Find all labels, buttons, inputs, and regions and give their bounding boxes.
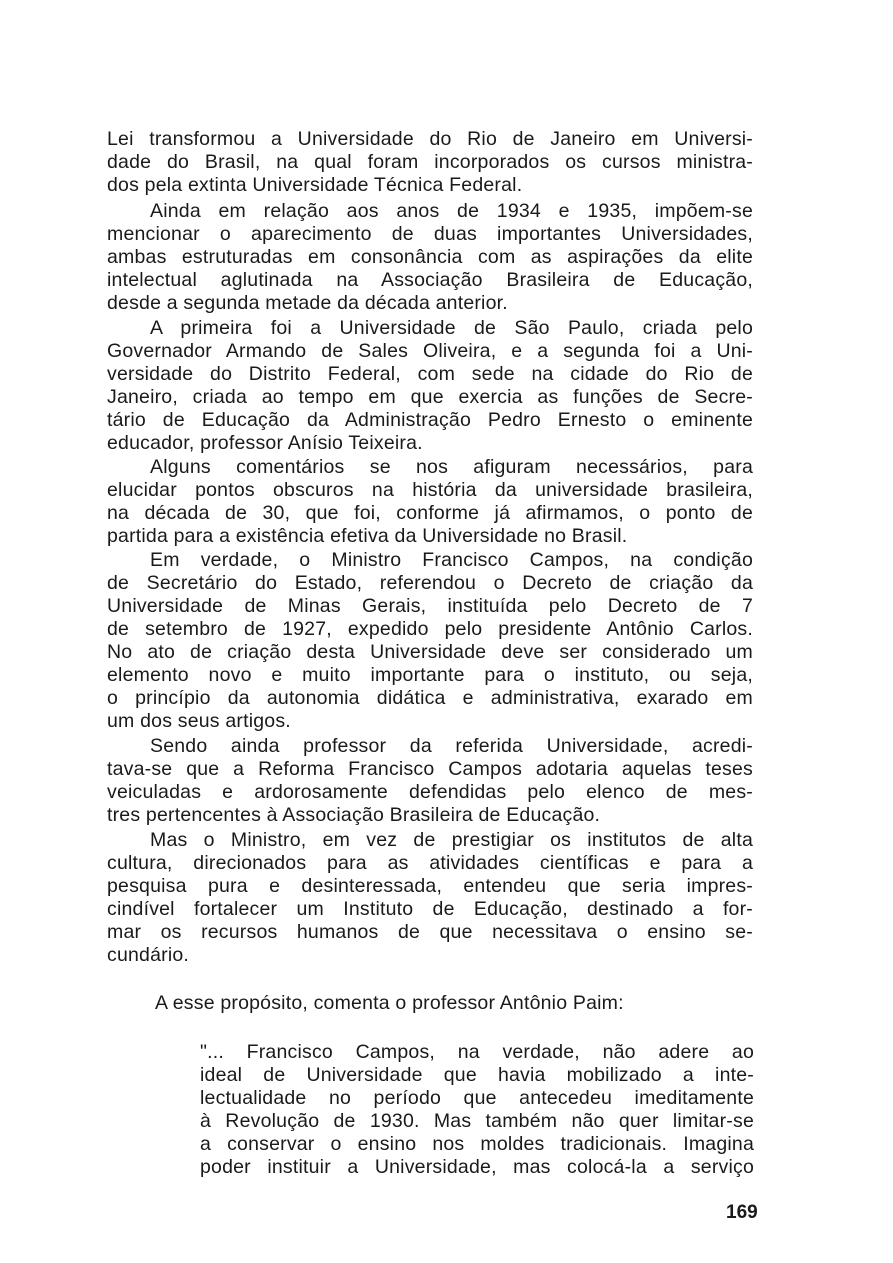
text-line: um dos seus artigos.	[107, 710, 291, 732]
text-line: Mas o Ministro, em vez de prestigiar os institutos de alta	[150, 829, 753, 851]
text-line: dade do Brasil, na qual foram incorporados os cursos ministra-	[107, 151, 753, 173]
text-line: Lei transformou a Universidade do Rio de Janeiro em Universi-	[107, 128, 753, 150]
text-line: mar os recursos humanos de que necessitava o ensino se-	[107, 921, 753, 943]
text-line: ideal de Universidade que havia mobilizado a inte-	[200, 1064, 754, 1086]
text-line: elemento novo e muito importante para o instituto, ou seja,	[107, 664, 753, 686]
text-line: No ato de criação desta Universidade deve ser considerado um	[107, 641, 753, 663]
text-line: "... Francisco Campos, na verdade, não adere ao	[200, 1041, 754, 1063]
text-line: na década de 30, que foi, conforme já afirmamos, o ponto de	[107, 502, 753, 524]
text-line: cultura, direcionados para as atividades científicas e para a	[107, 852, 753, 874]
text-line: Universidade de Minas Gerais, instituída pelo Decreto de 7	[107, 595, 753, 617]
text-line: tava-se que a Reforma Francisco Campos adotaria aquelas teses	[107, 758, 753, 780]
text-line: cindível fortalecer um Instituto de Educação, destinado a for-	[107, 898, 753, 920]
text-line: lectualidade no período que antecedeu imeditamente	[200, 1087, 754, 1109]
text-line: dos pela extinta Universidade Técnica Federal.	[107, 174, 523, 196]
text-line: A esse propósito, comenta o professor Antônio Paim:	[155, 992, 624, 1014]
text-line: intelectual aglutinada na Associação Brasileira de Educação,	[107, 269, 753, 291]
text-line: o princípio da autonomia didática e administrativa, exarado em	[107, 687, 753, 709]
text-line: Janeiro, criada ao tempo em que exercia as funções de Secre-	[107, 386, 753, 408]
text-line: mencionar o aparecimento de duas importantes Universidades,	[107, 223, 753, 245]
text-line: de Secretário do Estado, referendou o Decreto de criação da	[107, 572, 753, 594]
text-line: tário de Educação da Administração Pedro Ernesto o eminente	[107, 409, 753, 431]
text-line: ambas estruturadas em consonância com as aspirações da elite	[107, 246, 753, 268]
text-line: a conservar o ensino nos moldes tradicionais. Imagina	[200, 1133, 754, 1155]
text-line: Sendo ainda professor da referida Universidade, acredi-	[150, 735, 753, 757]
text-line: tres pertencentes à Associação Brasileira de Educação.	[107, 804, 601, 826]
text-line: Em verdade, o Ministro Francisco Campos, na condição	[150, 549, 753, 571]
text-line: pesquisa pura e desinteressada, entendeu que seria impres-	[107, 875, 753, 897]
text-line: desde a segunda metade da década anterior.	[107, 292, 508, 314]
text-line: poder instituir a Universidade, mas colocá-la a serviço	[200, 1156, 754, 1178]
text-line: partida para a existência efetiva da Universidade no Brasil.	[107, 525, 628, 547]
text-line: de setembro de 1927, expedido pelo presidente Antônio Carlos.	[107, 618, 753, 640]
text-line: versidade do Distrito Federal, com sede na cidade do Rio de	[107, 363, 753, 385]
text-line: elucidar pontos obscuros na história da universidade brasileira,	[107, 479, 753, 501]
text-line: Ainda em relação aos anos de 1934 e 1935, impõem-se	[150, 200, 753, 222]
text-line: veiculadas e ardorosamente defendidas pelo elenco de mes-	[107, 781, 753, 803]
page-number: 169	[726, 1202, 758, 1223]
text-line: Governador Armando de Sales Oliveira, e a segunda foi a Uni-	[107, 340, 753, 362]
text-line: Alguns comentários se nos afiguram necessários, para	[150, 456, 753, 478]
text-line: A primeira foi a Universidade de São Paulo, criada pelo	[150, 317, 753, 339]
text-line: à Revolução de 1930. Mas também não quer limitar-se	[200, 1110, 754, 1132]
text-line: educador, professor Anísio Teixeira.	[107, 432, 423, 454]
text-line: cundário.	[107, 944, 190, 966]
